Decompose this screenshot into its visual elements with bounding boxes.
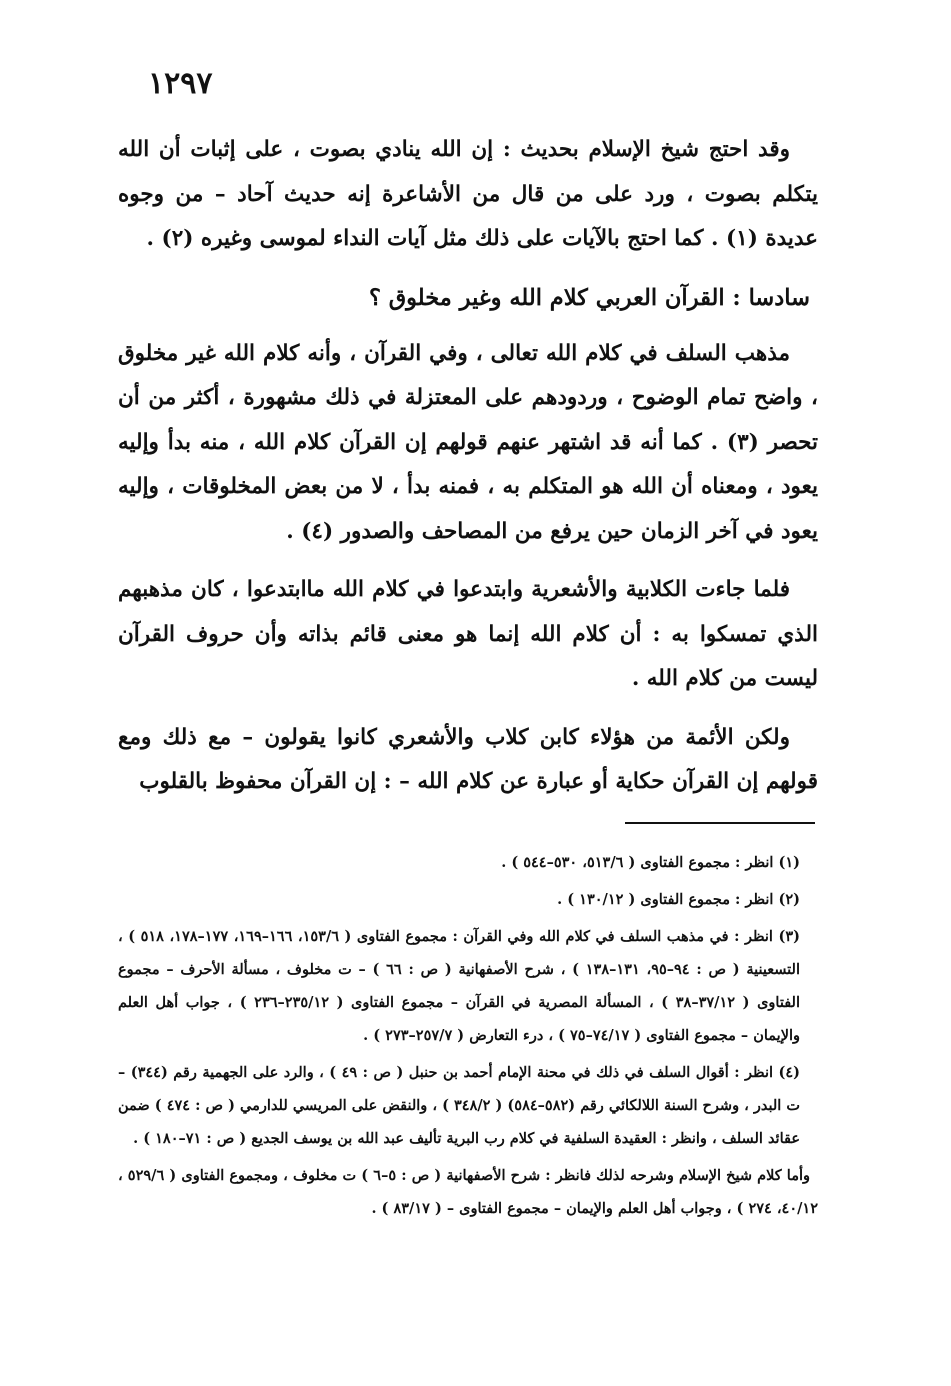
- section-heading: سادسا : القرآن العربي كلام الله وغير مخلوق ؟: [368, 284, 810, 311]
- paragraph-kullabiyya: فلما جاءت الكلابية والأشعرية وابتدعوا في كلام الله ماابتدعوا ، كان مذهبهم الذي تمسكوا به : أن كلام الله إنما هو معنى قائم بذاته وأن حروف القرآن ليست من كلام الله .: [118, 577, 818, 691]
- footnote-3: (٣) انظر : في مذهب السلف في كلام الله وفي القرآن : مجموع الفتاوى ( ١٥٣/٦، ١٦٦–١٦٩، ١٧٧–١٧٨، ٥١٨ ) ، التسعينية ( ص : ٩٤–٩٥، ١٣١–١٣٨ ) ، شرح الأصفهانية ( ص : ٦٦ ) – ت مخلوف ، مسألة الأحرف – مجموع الفتاوى ( ٣٧/١٢–٣٨ ) ، المسألة المصرية في القرآن – مجموع الفتاوى ( ٢٣٥/١٢–٢٣٦ ) ، جواب أهل العلم والإيمان – مجموع الفتاوى ( ٧٤/١٧–٧٥ ) ، درء التعارض ( ٢٥٧/٧–٢٧٣ ) .: [118, 928, 801, 1044]
- paragraph-salaf-doctrine: مذهب السلف في كلام الله تعالى ، وفي القرآن ، وأنه كلام الله غير مخلوق ، واضح تمام الوضوح ، وردودهم على المعتزلة في ذلك مشهورة ، أكثر من أن تحصر (٣) . كما أنه قد اشتهر عنهم قولهم إن القرآن كلام الله ، منه بدأ وإليه يعود ، ومعناه أن الله هو المتكلم به ، فمنه بدأ ، لا من بعض المخلوقات ، وإليه يعود في آخر الزمان حين يرفع من المصاحف والصدور (٤) .: [118, 340, 818, 544]
- footnotes: [118, 846, 818, 1229]
- paragraph-voice-argument: وقد احتج شيخ الإسلام بحديث : إن الله ينادي بصوت ، على إثبات أن الله يتكلم بصوت ، ورد على من قال من الأشاعرة إنه حديث آحاد – من وجوه عديدة (١) . كما احتج بالآيات على ذلك مثل آيات النداء لموسى وغيره (٢) .: [118, 137, 818, 251]
- footnote-1: (١) انظر : مجموع الفتاوى ( ٥١٣/٦، ٥٣٠–٥٤٤ ) .: [501, 854, 800, 871]
- page-number: ١٢٩٧: [148, 66, 213, 101]
- main-text: [118, 128, 818, 819]
- footnote-2: (٢) انظر : مجموع الفتاوى ( ١٣٠/١٢ ) .: [557, 891, 800, 908]
- footnote-4: (٤) انظر : أقوال السلف في ذلك في محنة الإمام أحمد بن حنبل ( ص : ٤٩ ) ، والرد على الجهمية رقم (٣٤٤) – ت البدر ، وشرح السنة اللالكائي رقم (٥٨٢–٥٨٤) ( ٣٤٨/٢ ) ، والنقض على المريسي للدارمي ( ص : ٤٧٤ ) ضمن عقائد السلف ، وانظر : العقيدة السلفية في كلام رب البرية تأليف عبد الله بن يوسف الجديع ( ص : ٧١–١٨٠ ) .: [118, 1064, 801, 1147]
- footnote-4-continued: وأما كلام شيخ الإسلام وشرحه لذلك فانظر : شرح الأصفهانية ( ص : ٥–٦ ) ت مخلوف ، ومجموع الفتاوى ( ٥٢٩/٦ ، ٤٠/١٢، ٢٧٤ ) ، وجواب أهل العلم والإيمان – مجموع الفتاوى – ( ٨٣/١٧ ) .: [118, 1167, 818, 1217]
- paragraph-imams: ولكن الأئمة من هؤلاء كابن كلاب والأشعري كانوا يقولون – مع ذلك ومع قولهم إن القرآن حكاية أو عبارة عن كلام الله – : إن القرآن محفوظ بالقلوب: [118, 724, 818, 794]
- footnote-separator: [625, 822, 815, 824]
